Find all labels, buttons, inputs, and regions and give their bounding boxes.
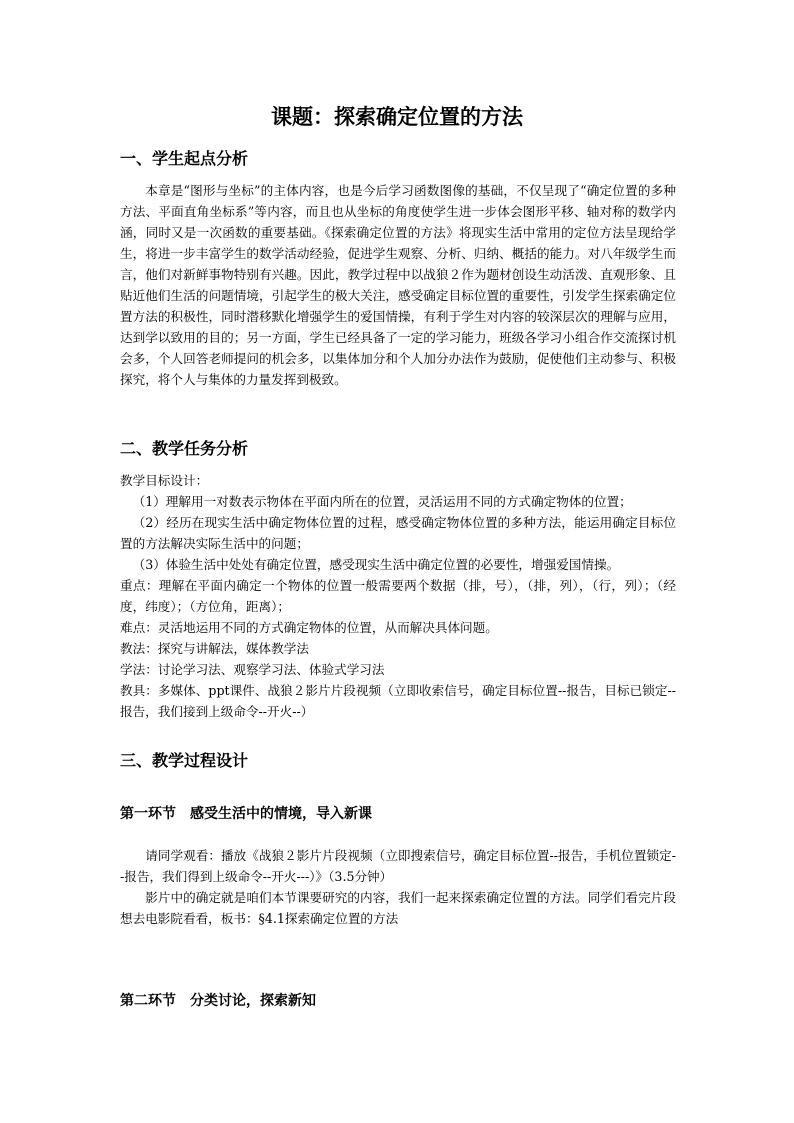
goal-1: （1）理解用一对数表示物体在平面内所在的位置，灵活运用不同的方式确定物体的位置； (132, 494, 632, 509)
stage-1-paragraph-1: 请同学观看：播放《战狼２影片片段视频（立即搜索信号，确定目标位置--报告，手机位置锁定--报告，我们得到上级命令--开火---）》（3.5分钟） (120, 848, 676, 884)
section-heading-process-design: 三、教学过程设计 (120, 751, 249, 770)
task-analysis-block (120, 470, 676, 722)
difficulty: 难点：灵活地运用不同的方式确定物体的位置，从而解决具体问题。 (120, 620, 498, 635)
key-point: 重点：理解在平面内确定一个物体的位置一般需要两个数据（排，号），（排，列），（行，列）；（经度，纬度）；（方位角，距离）； (120, 578, 676, 614)
student-analysis-paragraph: 本章是“图形与坐标”的主体内容，也是今后学习函数图像的基础，不仅呈现了“确定位置的多种方法、平面直角坐标系”等内容，而且也从坐标的角度使学生进一步体会图形平移、轴对称的数学内涵，同时又是一次函数的重要基础。《探索确定位置的方法》将现实生活中常用的定位方法呈现给学生，将进一步丰富学生的数学活动经验，促进学生观察、分析、归纳、概括的能力。对八年级学生而言，他们对新鲜事物特别有兴趣。因此，教学过程中以战狼２作为题材创设生动活泼、直观形象、且贴近他们生活的问题情境，引起学生的极大关注，感受确定目标位置的重要性，引发学生探索确定位置方法的积极性，同时潜移默化增强学生的爱国情操，有利于学生对内容的较深层次的理解与应用，达到学以致用的目的；另一方面，学生已经具备了一定的学习能力，班级各学习小组合作交流探讨机会多，个人回答老师提问的机会多，以集体加分和个人加分办法作为鼓励，促使他们主动参与、积极探究，将个人与集体的力量发挥到极致。 (120, 183, 676, 387)
document-title: 课题：探索确定位置的方法 (271, 104, 523, 129)
goal-2: （2）经历在现实生活中确定物体位置的过程，感受确定物体位置的多种方法，能运用确定目标位置的方法解决实际生活中的问题； (120, 515, 676, 551)
stage-1-heading: 第一环节 感受生活中的情境，导入新课 (120, 806, 372, 822)
teaching-method: 教法：探究与讲解法，媒体教学法 (120, 641, 309, 656)
stage-1-block (120, 845, 676, 929)
section-heading-task-analysis: 二、教学任务分析 (120, 439, 249, 458)
goal-3: （3）体验生活中处处有确定位置，感受现实生活中确定位置的必要性，增强爱国情操。 (132, 557, 620, 572)
teaching-aids: 教具：多媒体、ppt课件、战狼２影片片段视频（立即收索信号，确定目标位置--报告，目标已锁定--报告，我们接到上级命令--开火--） (120, 683, 676, 719)
stage-2-heading: 第二环节 分类讨论，探索新知 (120, 993, 316, 1009)
learning-method: 学法：讨论学习法、观察学习法、体验式学习法 (120, 662, 385, 677)
goals-label: 教学目标设计： (120, 473, 209, 488)
stage-1-paragraph-2: 影片中的确定就是咱们本节课要研究的内容，我们一起来探索确定位置的方法。同学们看完片段想去电影院看看，板书：§4.1探索确定位置的方法 (120, 890, 676, 926)
section-heading-student-analysis: 一、学生起点分析 (120, 149, 249, 168)
